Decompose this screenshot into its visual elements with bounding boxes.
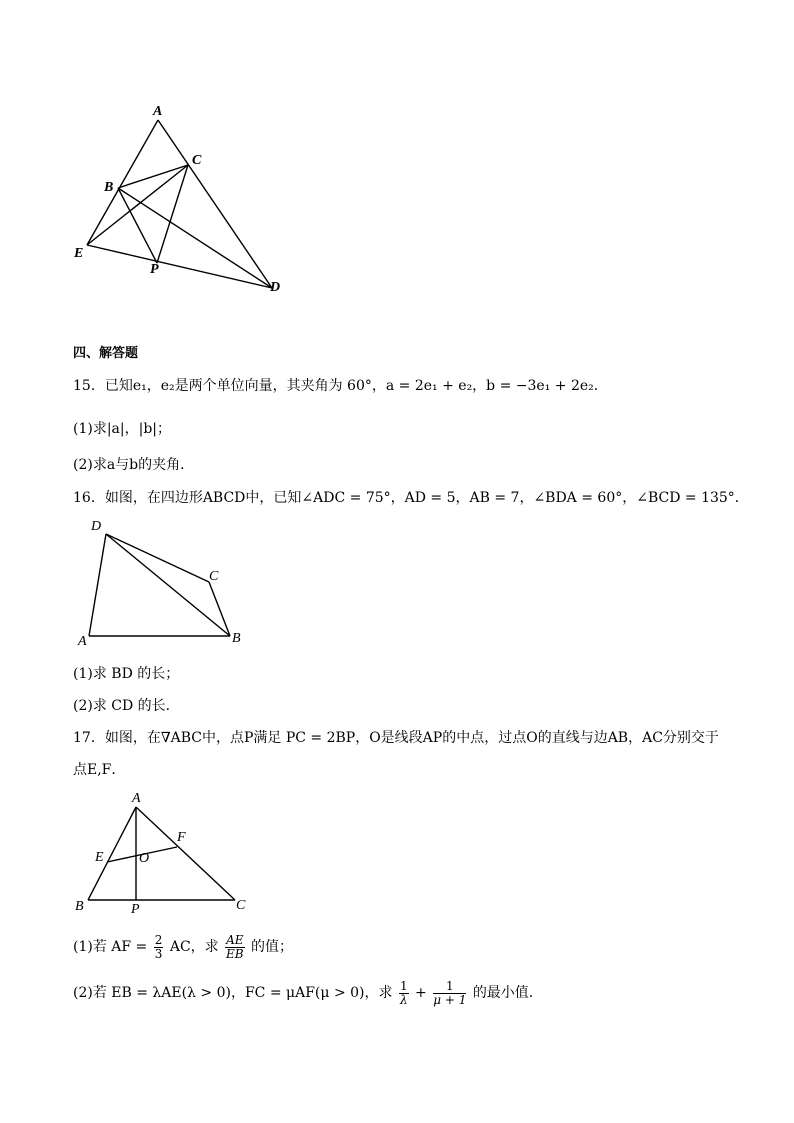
label-p: P [150, 262, 159, 277]
q17-stem-line1: 17．如图，在∇ABC中，点P满足 PC = 2BP，O是线段AP的中点，过点O的直线与边AB，AC分别交于 [73, 730, 719, 746]
q17-part1 [73, 932, 293, 962]
line-da [89, 534, 106, 636]
fraction-den: μ + 1 [433, 992, 467, 1007]
q17-label-b: B [75, 899, 84, 914]
q16-label-c: C [209, 569, 219, 584]
q17-label-f: F [177, 830, 186, 845]
fraction-one-over-mu-plus-one [433, 980, 466, 1007]
fraction-num: 1 [399, 978, 408, 993]
line-cp [157, 165, 188, 263]
q17-part1-mid: AC，求 [169, 939, 219, 955]
q17-label-o: O [139, 851, 150, 866]
label-c: C [192, 153, 202, 168]
figure-triangle-abcdep [60, 95, 300, 305]
q17-label-c: C [236, 898, 246, 913]
section-title: 四、解答题 [73, 346, 139, 361]
line-ed [87, 245, 272, 288]
line-db [106, 534, 230, 636]
q17-label-e: E [95, 850, 104, 865]
q15-part2: (2)求a与b的夹角． [73, 457, 195, 473]
q15-part1: (1)求|a|，|b|； [73, 421, 172, 437]
fraction-one-over-lambda [399, 980, 409, 1007]
line-bp [118, 188, 157, 263]
label-d: D [270, 280, 281, 295]
q16-stem: 16．如图，在四边形ABCD中，已知∠ADC = 75°，AD = 5，AB = 7，∠BDA = 60°，∠BCD = 135°． [73, 490, 749, 506]
fraction-den: EB [226, 946, 244, 961]
q17-part2 [73, 978, 543, 1008]
fraction-den: 3 [154, 946, 163, 961]
q15-stem: 15．已知e₁，e₂是两个单位向量，其夹角为 60°，a = 2e₁ + e₂，b = −3e₁ + 2e₂． [73, 378, 608, 394]
q17-label-a: A [132, 791, 141, 806]
line-ce [87, 165, 188, 245]
line-bc [118, 165, 188, 188]
label-a: A [153, 104, 163, 119]
figure-quadrilateral-abcd [80, 520, 250, 650]
q17-stem-line2: 点E,F． [73, 762, 126, 778]
q17-part1-suffix: 的值； [251, 939, 294, 955]
q17-part2-suffix: 的最小值． [472, 985, 543, 1001]
fraction-num: 2 [154, 932, 163, 947]
q16-label-d: D [91, 519, 102, 534]
fraction-ae-eb [225, 934, 244, 961]
fraction-num: 1 [433, 980, 466, 994]
plus-sign: + [415, 985, 427, 1001]
q17-label-p: P [131, 902, 140, 917]
figure-triangle-abc-efop [80, 800, 250, 910]
line-ac [136, 807, 235, 900]
line-ae [87, 120, 158, 245]
fraction-num: AE [226, 932, 244, 947]
q16-part2: (2)求 CD 的长． [73, 698, 180, 714]
label-b: B [104, 180, 114, 195]
fraction-two-thirds [154, 934, 164, 961]
q17-part1-prefix: (1)若 AF = [73, 939, 148, 955]
q16-label-b: B [232, 631, 241, 646]
q16-label-a: A [78, 634, 87, 649]
q17-part2-prefix: (2)若 EB = λAE(λ > 0)，FC = μAF(μ > 0)，求 [73, 985, 393, 1001]
line-cd [106, 534, 209, 582]
fraction-den: λ [399, 992, 408, 1007]
q16-part1: (1)求 BD 的长； [73, 666, 180, 682]
label-e: E [74, 246, 84, 261]
